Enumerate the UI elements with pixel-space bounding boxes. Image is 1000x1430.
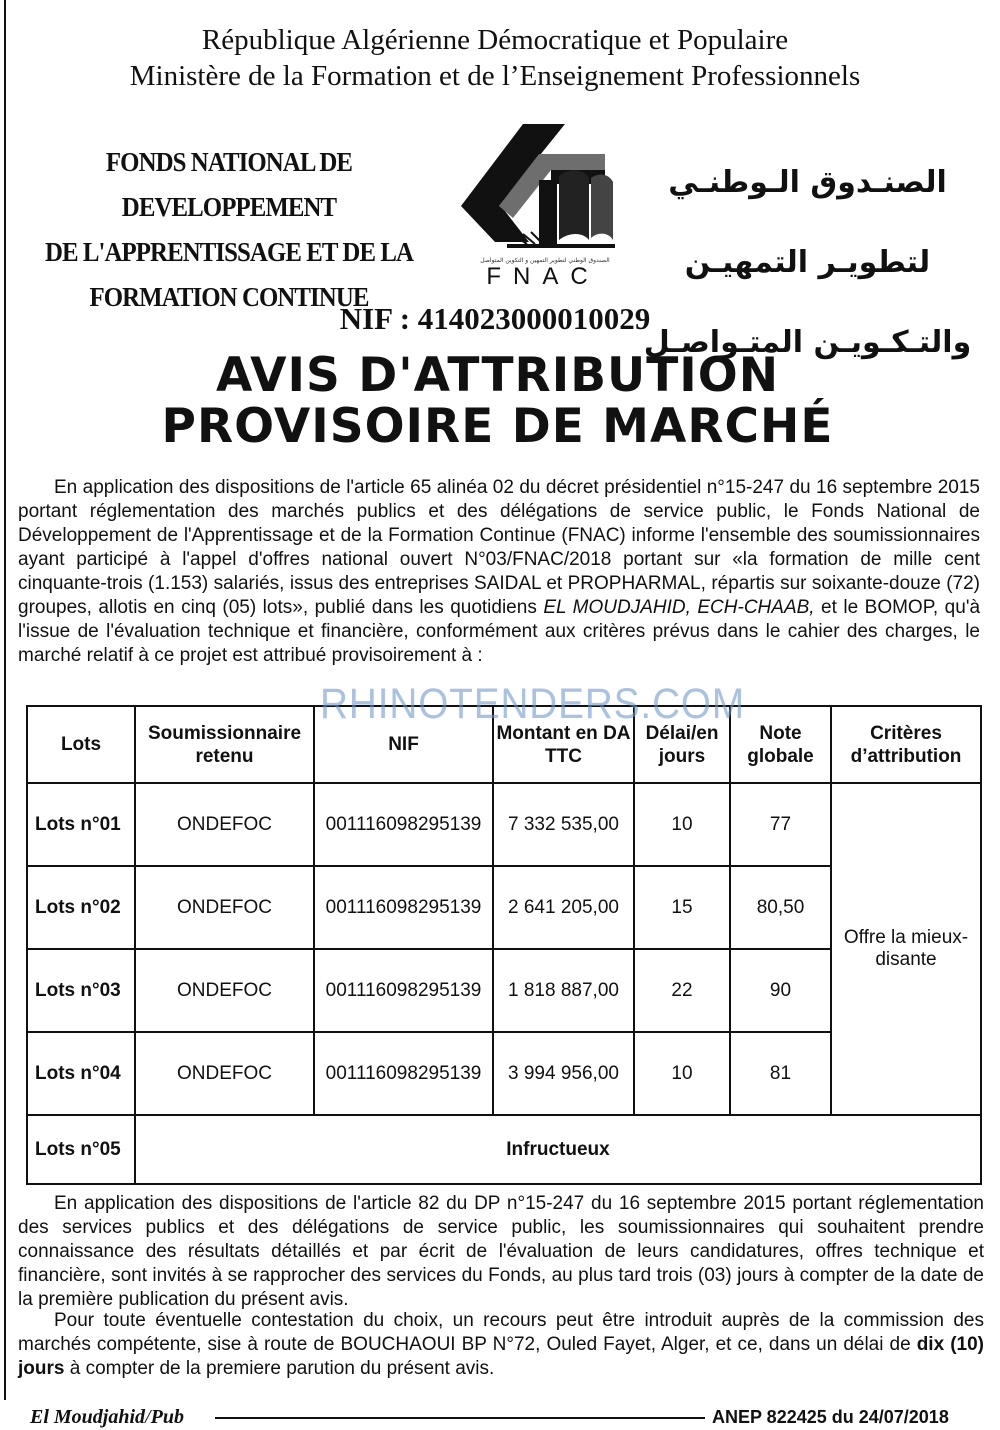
header-score: Note globale (730, 706, 831, 783)
cell-score: 90 (730, 949, 831, 1032)
republic-heading: République Algérienne Démocratique et Populaire (201, 24, 789, 56)
fund-name-arabic (630, 143, 985, 383)
table-row (27, 783, 981, 866)
paragraph-appeal (18, 1309, 984, 1381)
footer-rule (215, 1417, 705, 1419)
paragraph2-deadline: dix (10) jours (18, 1334, 984, 1379)
nif-heading: NIF : 414023000010029 (339, 301, 651, 336)
header-delay: Délai/en jours (634, 706, 730, 783)
footer-separator: / (145, 1406, 151, 1428)
header-amount: Montant en DA TTC (493, 706, 634, 783)
fund-name-line-1: FONDS NATIONAL DE DEVELOPPEMENT (105, 147, 353, 222)
fund-name-line-3: FORMATION CONTINUE (89, 282, 369, 312)
header-nif: NIF (314, 706, 493, 783)
cell-nif: 001116098295139 (314, 949, 493, 1032)
cell-lot: Lots n°04 (27, 1032, 135, 1115)
logo-small-arabic-text: الصندوق الوطني لتطوير التمهين و التكوين المتواصل (480, 257, 610, 264)
cell-nif: 001116098295139 (314, 783, 493, 866)
cell-score: 81 (730, 1032, 831, 1115)
left-border-rule (4, 0, 6, 1400)
header-lots: Lots (27, 706, 135, 783)
cell-bidder: ONDEFOC (135, 783, 314, 866)
cell-nif: 001116098295139 (314, 866, 493, 949)
watermark: RHINOTENDERS.COM (320, 680, 746, 728)
cell-delay: 10 (634, 783, 730, 866)
cell-lot: Lots n°02 (27, 866, 135, 949)
cell-amount: 3 994 956,00 (493, 1032, 634, 1115)
cell-amount: 7 332 535,00 (493, 783, 634, 866)
intro-text-2: et le BOMOP, qu'à l'issue de l'évaluation technique et financière, conformément aux critères prévus dans le cahier des charges, le marché relatif à ce projet est attribué provisoirement à : (18, 597, 981, 666)
logo-stripe-left (461, 206, 529, 242)
fund-name-arabic-line-2: والتـكـويـن المتـواصـل (643, 325, 972, 360)
cell-bidder: ONDEFOC (135, 949, 314, 1032)
cell-score: 77 (730, 783, 831, 866)
table-row-lot-5 (27, 1115, 981, 1184)
cell-bidder: ONDEFOC (135, 866, 314, 949)
footer-publication (30, 1404, 184, 1430)
cell-lot: Lots n°05 (27, 1115, 135, 1184)
cell-bidder: ONDEFOC (135, 1032, 314, 1115)
cell-delay: 15 (634, 866, 730, 949)
cell-amount: 2 641 205,00 (493, 866, 634, 949)
cell-nif: 001116098295139 (314, 1032, 493, 1115)
cell-score: 80,50 (730, 866, 831, 949)
header-criteria: Critères d’attribution (831, 706, 981, 783)
notice-title (0, 350, 995, 452)
cell-unsuccessful: Infructueux (135, 1115, 981, 1184)
notice-title-line-1: AVIS D'ATTRIBUTION (215, 348, 780, 403)
paragraph2-text-2: à compter de la premiere parution du présent avis. (64, 1358, 495, 1379)
logo-caption: FNAC (486, 263, 600, 290)
footer-newspaper: El Moudjahid (30, 1406, 146, 1428)
fund-name-arabic-line-1: الصنـدوق الـوطنـي لتطويـر التمهيـن (668, 165, 947, 280)
header-bidder: Soumissionnaire retenu (135, 706, 314, 783)
cell-criteria: Offre la mieux-disante (831, 783, 981, 1115)
award-table (26, 705, 982, 1185)
intro-newspapers: EL MOUDJAHID, ECH-CHAAB, (543, 597, 815, 618)
ministry-heading: Ministère de la Formation et de l’Enseignement Professionnels (129, 60, 861, 92)
paragraph-results-access (18, 1192, 984, 1312)
fund-name-line-2: DE L'APPRENTISSAGE ET DE LA (44, 237, 414, 267)
footer-anep-reference: ANEP 822425 du 24/07/2018 (712, 1407, 949, 1427)
fnac-logo (455, 118, 630, 290)
cell-amount: 1 818 887,00 (493, 949, 634, 1032)
cell-lot: Lots n°01 (27, 783, 135, 866)
fund-name-french (31, 140, 427, 320)
cell-lot: Lots n°03 (27, 949, 135, 1032)
paragraph2-text-1: Pour toute éventuelle contestation du choix, un recours peut être introduit auprès de la commission des marchés compétente, sise à route de BOUCHAOUI BP N°72, Ouled Fayet, Alger, et ce, dans un délai de (18, 1310, 984, 1355)
cell-delay: 22 (634, 949, 730, 1032)
notice-title-line-2: PROVISOIRE DE MARCHÉ (161, 399, 834, 454)
intro-paragraph (18, 476, 980, 668)
cell-delay: 10 (634, 1032, 730, 1115)
paragraph1-text: En application des dispositions de l'article 82 du DP n°15-247 du 16 septembre 2015 portant réglementation des services publics et des délégations de service public, les soumissionnaires qui souhaitent prendre connaissance des résultats détaillés et par écrit de l'évaluation de leurs candidatures, offres technique et financière, sont invités à se rapprocher des services du Fonds, au plus tard trois (03) jours à compter de la date de la première publication du présent avis. (18, 1193, 984, 1310)
footer-pub: Pub (150, 1406, 184, 1428)
intro-text-1: En application des dispositions de l'article 65 alinéa 02 du décret présidentiel n°15-247 du 16 septembre 2015 portant réglementation des marchés publics et des délégations de service public, le Fonds National de Développement de l'Apprentissage et de la Formation Continue (FNAC) informe l'ensemble des soumissionnaires ayant participé à l'appel d'offres national ouvert N°03/FNAC/2018 portant sur «la formation de mille cent cinquante-trois (1.153) salariés, issus des entreprises SAIDAL et PROPHARMAL, répartis sur soixante-douze (72) groupes, allotis en cinq (05) lots», publié dans les quotidiens (18, 477, 980, 618)
